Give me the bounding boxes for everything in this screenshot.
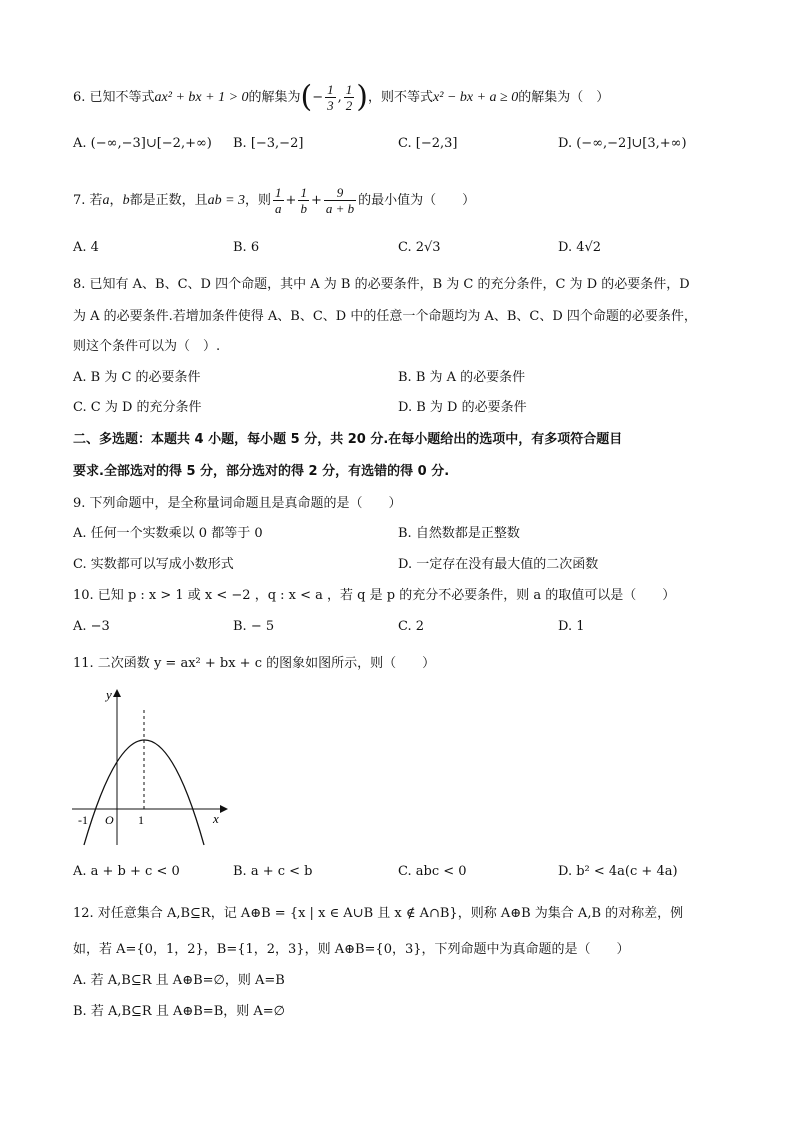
q10-option-c: C. 2 bbox=[398, 619, 425, 634]
q8-option-a: A. B 为 C 的必要条件 bbox=[73, 370, 201, 385]
q12-option-a: A. 若 A,B⊆R 且 A⊕B=∅，则 A=B bbox=[73, 973, 285, 988]
q10-option-a: A. −3 bbox=[73, 619, 110, 634]
q7-fraction-3: $\frac{9}{a + b}$ bbox=[325, 185, 355, 216]
q10-option-d: D. 1 bbox=[558, 619, 585, 634]
q10-option-b: B. − 5 bbox=[233, 619, 275, 634]
q7-option-a: A. 4 bbox=[73, 240, 99, 255]
q6-option-c: C. [−2,3] bbox=[398, 136, 458, 151]
q6-fraction-2: $\frac{1}{2}$ bbox=[345, 82, 353, 113]
x-axis-arrow bbox=[220, 805, 228, 813]
q6-inequality-2: x² − bx + a ≥ 0 bbox=[433, 90, 519, 105]
q7-fraction-2: $\frac{1}{b}$ bbox=[300, 185, 307, 216]
section-2-heading-line-2: 要求.全部选对的得 5 分，部分选对的得 2 分，有选错的得 0 分. bbox=[73, 464, 450, 479]
q9-option-b: B. 自然数都是正整数 bbox=[398, 526, 520, 541]
q7-option-c: C. 2√3 bbox=[398, 240, 441, 255]
neg-one-label: -1 bbox=[78, 813, 88, 827]
q8-option-c: C. C 为 D 的充分条件 bbox=[73, 400, 202, 415]
q11-option-a: A. a + b + c < 0 bbox=[73, 864, 180, 879]
question-11-stem: 11. 二次函数 y = ax² + bx + c 的图象如图所示，则（ ） bbox=[73, 656, 436, 671]
q8-line-3: 则这个条件可以为（ ）. bbox=[73, 339, 221, 354]
q9-option-c: C. 实数都可以写成小数形式 bbox=[73, 557, 234, 572]
q6-inequality-1: ax² + bx + 1 > 0 bbox=[154, 90, 249, 105]
q12-line-2: 如，若 A={0，1，2}，B={1，2，3}，则 A⊕B={0，3}，下列命题中为真命题的是（ ） bbox=[73, 942, 630, 957]
q12-option-b: B. 若 A,B⊆R 且 A⊕B=B，则 A=∅ bbox=[73, 1004, 285, 1019]
q8-option-b: B. B 为 A 的必要条件 bbox=[398, 370, 526, 385]
q7-option-b: B. 6 bbox=[233, 240, 260, 255]
q6-option-a: A. (−∞,−3]∪[−2,+∞) bbox=[73, 136, 212, 151]
origin-label: O bbox=[105, 813, 114, 827]
q6-prefix: 6. 已知不等式 bbox=[73, 90, 155, 105]
parabola-curve bbox=[84, 740, 204, 845]
q6-fraction-1: $\frac{1}{3}$ bbox=[327, 82, 334, 113]
y-axis-arrow bbox=[113, 689, 121, 697]
q11-option-c: C. abc < 0 bbox=[398, 864, 467, 879]
q12-line-1: 12. 对任意集合 A,B⊆R，记 A⊕B = {x | x ∈ A∪B 且 x ∉ A∩B}，则称 A⊕B 为集合 A,B 的对称差，例 bbox=[73, 906, 684, 921]
q6-option-b: B. [−3,−2] bbox=[233, 136, 304, 151]
q6-mid2: ，则不等式 bbox=[368, 90, 434, 105]
question-7-stem: 7. 若a，b都是正数，且ab = 3，则 $\frac{1}{a}$ + $\frac{1}{b}$ + $\frac{9}{a + b}$ 的最小值为（ ） bbox=[73, 185, 476, 216]
q11-option-b: B. a + c < b bbox=[233, 864, 313, 879]
section-2-heading-line-1: 二、多选题：本题共 4 小题，每小题 5 分，共 20 分.在每小题给出的选项中，有多项符合题目 bbox=[73, 432, 623, 447]
q8-line-1: 8. 已知有 A、B、C、D 四个命题，其中 A 为 B 的必要条件，B 为 C 的充分条件，C 为 D 的必要条件，D bbox=[73, 277, 690, 292]
q9-option-d: D. 一定存在没有最大值的二次函数 bbox=[398, 557, 599, 572]
q8-option-d: D. B 为 D 的必要条件 bbox=[398, 400, 527, 415]
q6-suffix: 的解集为（ ） bbox=[518, 90, 610, 105]
question-9-stem: 9. 下列命题中，是全称量词命题且是真命题的是（ ） bbox=[73, 496, 402, 511]
y-label: y bbox=[106, 687, 112, 702]
q9-option-a: A. 任何一个实数乘以 0 都等于 0 bbox=[73, 526, 263, 541]
question-6-stem: 6. 已知不等式ax² + bx + 1 > 0的解集为(− $\frac{1}{3}$ , $\frac{1}{2}$ )，则不等式x² − bx + a ≥ 0的解集为（ ） bbox=[73, 79, 610, 115]
q7-option-d: D. 4√2 bbox=[558, 240, 602, 255]
x-label: x bbox=[213, 811, 219, 826]
parabola-graph bbox=[70, 685, 230, 850]
q11-option-d: D. b² < 4a(c + 4a) bbox=[558, 864, 678, 879]
question-10-stem: 10. 已知 p : x > 1 或 x < −2 ，q : x < a ，若 q 是 p 的充分不必要条件，则 a 的取值可以是（ ） bbox=[73, 588, 676, 603]
q6-option-d: D. (−∞,−2]∪[3,+∞) bbox=[558, 136, 687, 151]
q7-fraction-1: $\frac{1}{a}$ bbox=[275, 185, 282, 216]
q6-mid: 的解集为 bbox=[248, 90, 301, 105]
q8-line-2: 为 A 的必要条件.若增加条件使得 A、B、C、D 中的任意一个命题均为 A、B、C、D 四个命题的必要条件， bbox=[73, 309, 697, 324]
one-label: 1 bbox=[138, 813, 144, 827]
